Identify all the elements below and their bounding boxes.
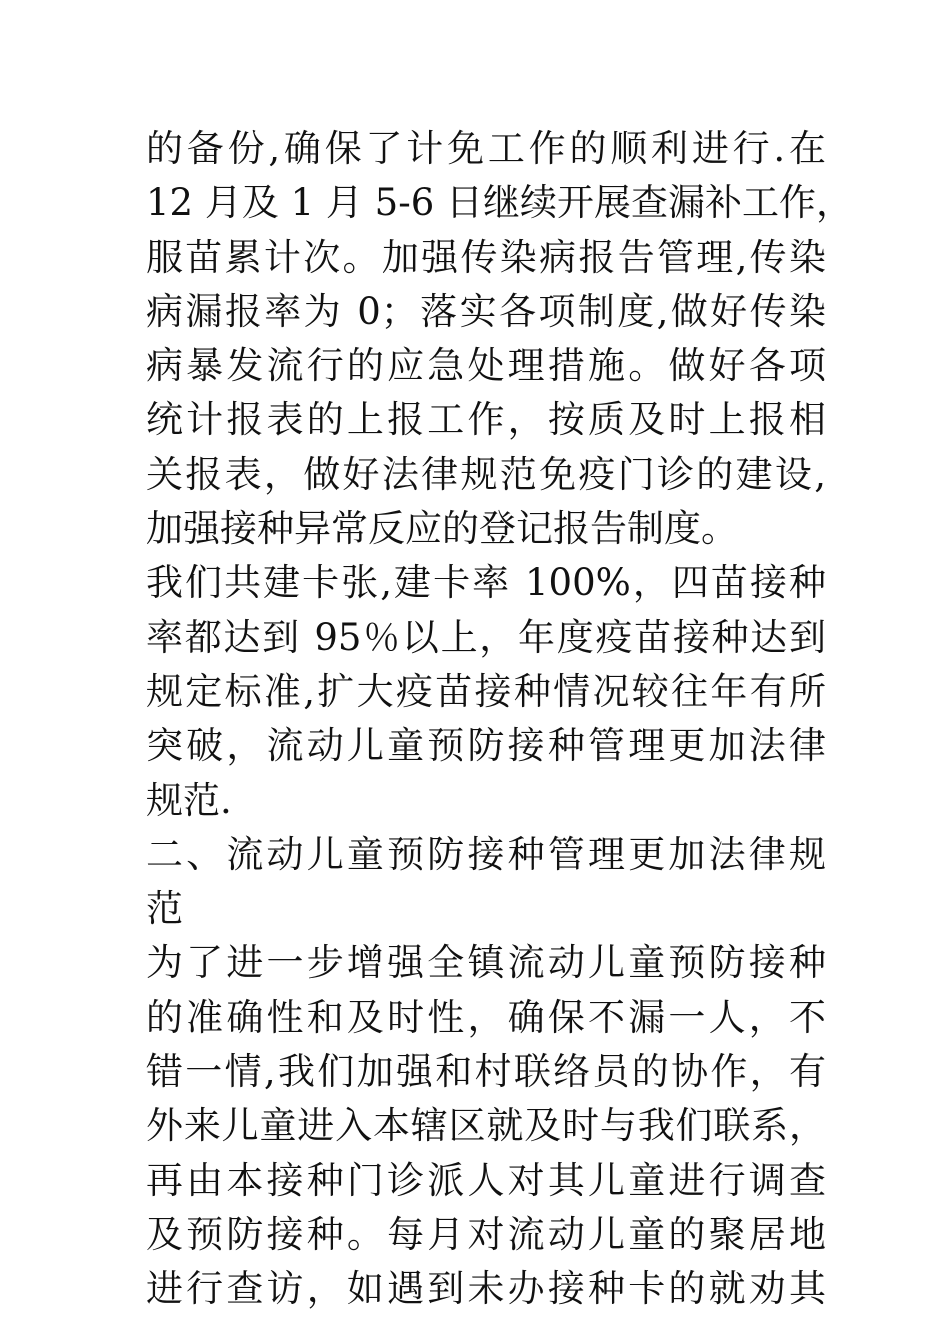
- text-line-1: 的备份,确保了计免工作的顺利进行.在: [146, 127, 826, 170]
- text-line-7: 关报表，做好法律规范免疫门诊的建设,: [146, 452, 826, 496]
- text-line-16: 为了进一步增强全镇流动儿童预防接种: [146, 941, 826, 985]
- text-line-21: 及预防接种。每月对流动儿童的聚居地: [146, 1212, 826, 1256]
- text-line-22: 进行查访，如遇到未办接种卡的就劝其: [146, 1267, 826, 1311]
- text-line-19: 外来儿童进入本辖区就及时与我们联系，: [146, 1104, 826, 1148]
- text-line-12: 突破，流动儿童预防接种管理更加法律: [146, 724, 826, 768]
- text-line-11: 规定标准,扩大疫苗接种情况较往年有所: [146, 669, 826, 713]
- text-line-17: 的准确性和及时性，确保不漏一人，不: [146, 995, 826, 1039]
- text-line-10: 率都达到 95％以上，年度疫苗接种达到: [146, 615, 826, 659]
- text-line-2: 12 月及 1 月 5-6 日继续开展查漏补工作，: [146, 181, 854, 225]
- body-text: [146, 122, 854, 1317]
- text-line-5: 病暴发流行的应急处理措施。做好各项: [146, 344, 826, 388]
- text-line-4: 病漏报率为 0；落实各项制度,做好传染: [146, 289, 826, 333]
- text-line-3: 服苗累计次。加强传染病报告管理,传染: [146, 235, 826, 279]
- text-line-6: 统计报表的上报工作，按质及时上报相: [146, 398, 826, 442]
- text-line-20: 再由本接种门诊派人对其儿童进行调查: [146, 1158, 826, 1202]
- section-heading-line-2: 范: [146, 887, 183, 931]
- text-line-8: 加强接种异常反应的登记报告制度。: [146, 507, 738, 551]
- text-line-9: 我们共建卡张,建卡率 100%，四苗接种: [146, 561, 826, 605]
- text-line-13: 规范.: [146, 778, 232, 822]
- text-line-18: 错一情,我们加强和村联络员的协作，有: [146, 1050, 826, 1094]
- section-heading-line-1: 二、流动儿童预防接种管理更加法律规: [146, 832, 826, 876]
